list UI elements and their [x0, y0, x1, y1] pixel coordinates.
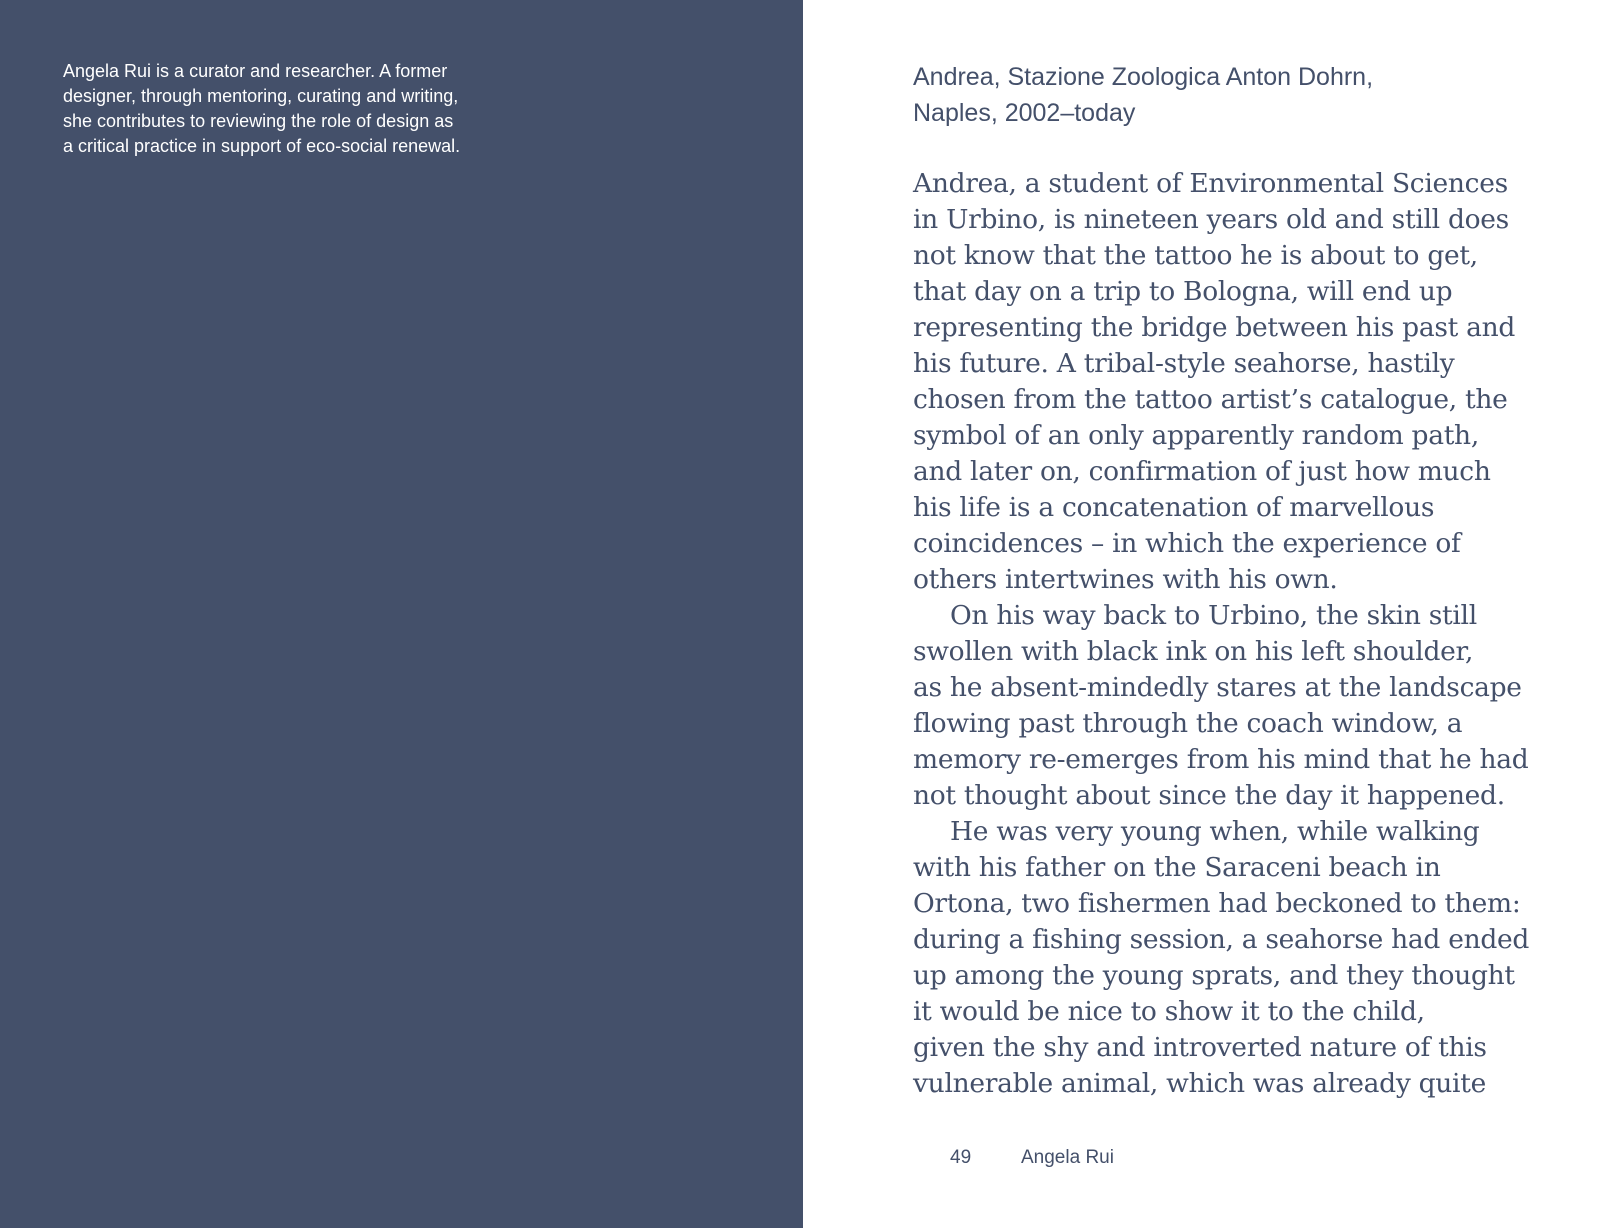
body-line: not know that the tattoo he is about to get, [913, 240, 1478, 271]
body-line: flowing past through the coach window, a [913, 708, 1463, 739]
running-footer-author: Angela Rui [1021, 1147, 1114, 1168]
page-number: 49 [950, 1147, 972, 1168]
body-line: coincidences – in which the experience of [913, 528, 1461, 559]
body-line: and later on, confirmation of just how much [913, 456, 1491, 487]
heading-line: Naples, 2002–today [913, 99, 1136, 127]
body-text [913, 166, 1563, 1102]
body-line: swollen with black ink on his left shoulder, [913, 636, 1474, 667]
body-line: given the shy and introverted nature of this [913, 1032, 1487, 1063]
body-line: as he absent-mindedly stares at the landscape [913, 672, 1522, 703]
body-line-indented: He was very young when, while walking [950, 816, 1480, 847]
bio-line: Angela Rui is a curator and researcher. A former [63, 61, 448, 81]
body-line: his life is a concatenation of marvellous [913, 492, 1435, 523]
body-line: with his father on the Saraceni beach in [913, 852, 1441, 883]
bio-line: a critical practice in support of eco-social renewal. [63, 136, 461, 156]
bio-line: designer, through mentoring, curating and writing, [63, 86, 459, 106]
body-line: others intertwines with his own. [913, 564, 1338, 595]
body-line: vulnerable animal, which was already quite [913, 1068, 1486, 1099]
heading-line: Andrea, Stazione Zoologica Anton Dohrn, [913, 63, 1374, 91]
body-line: Ortona, two fishermen had beckoned to them: [913, 888, 1521, 919]
body-line: symbol of an only apparently random path, [913, 420, 1479, 451]
body-line: it would be nice to show it to the child, [913, 996, 1425, 1027]
body-line: up among the young sprats, and they thought [913, 960, 1515, 991]
body-line: that day on a trip to Bologna, will end up [913, 276, 1453, 307]
body-line: not thought about since the day it happened. [913, 780, 1505, 811]
body-line: in Urbino, is nineteen years old and still does [913, 204, 1509, 235]
body-line-indented: On his way back to Urbino, the skin still [950, 600, 1477, 631]
body-line: memory re-emerges from his mind that he had [913, 744, 1529, 775]
author-bio [63, 59, 583, 159]
right-page [803, 0, 1606, 1228]
body-line: during a fishing session, a seahorse had ended [913, 924, 1530, 955]
body-line: chosen from the tattoo artist’s catalogue, the [913, 384, 1508, 415]
bio-line: she contributes to reviewing the role of design as [63, 111, 454, 131]
section-heading [913, 59, 1553, 131]
body-line: representing the bridge between his past and [913, 312, 1516, 343]
body-line: his future. A tribal-style seahorse, hastily [913, 348, 1455, 379]
body-line: Andrea, a student of Environmental Sciences [913, 168, 1508, 199]
